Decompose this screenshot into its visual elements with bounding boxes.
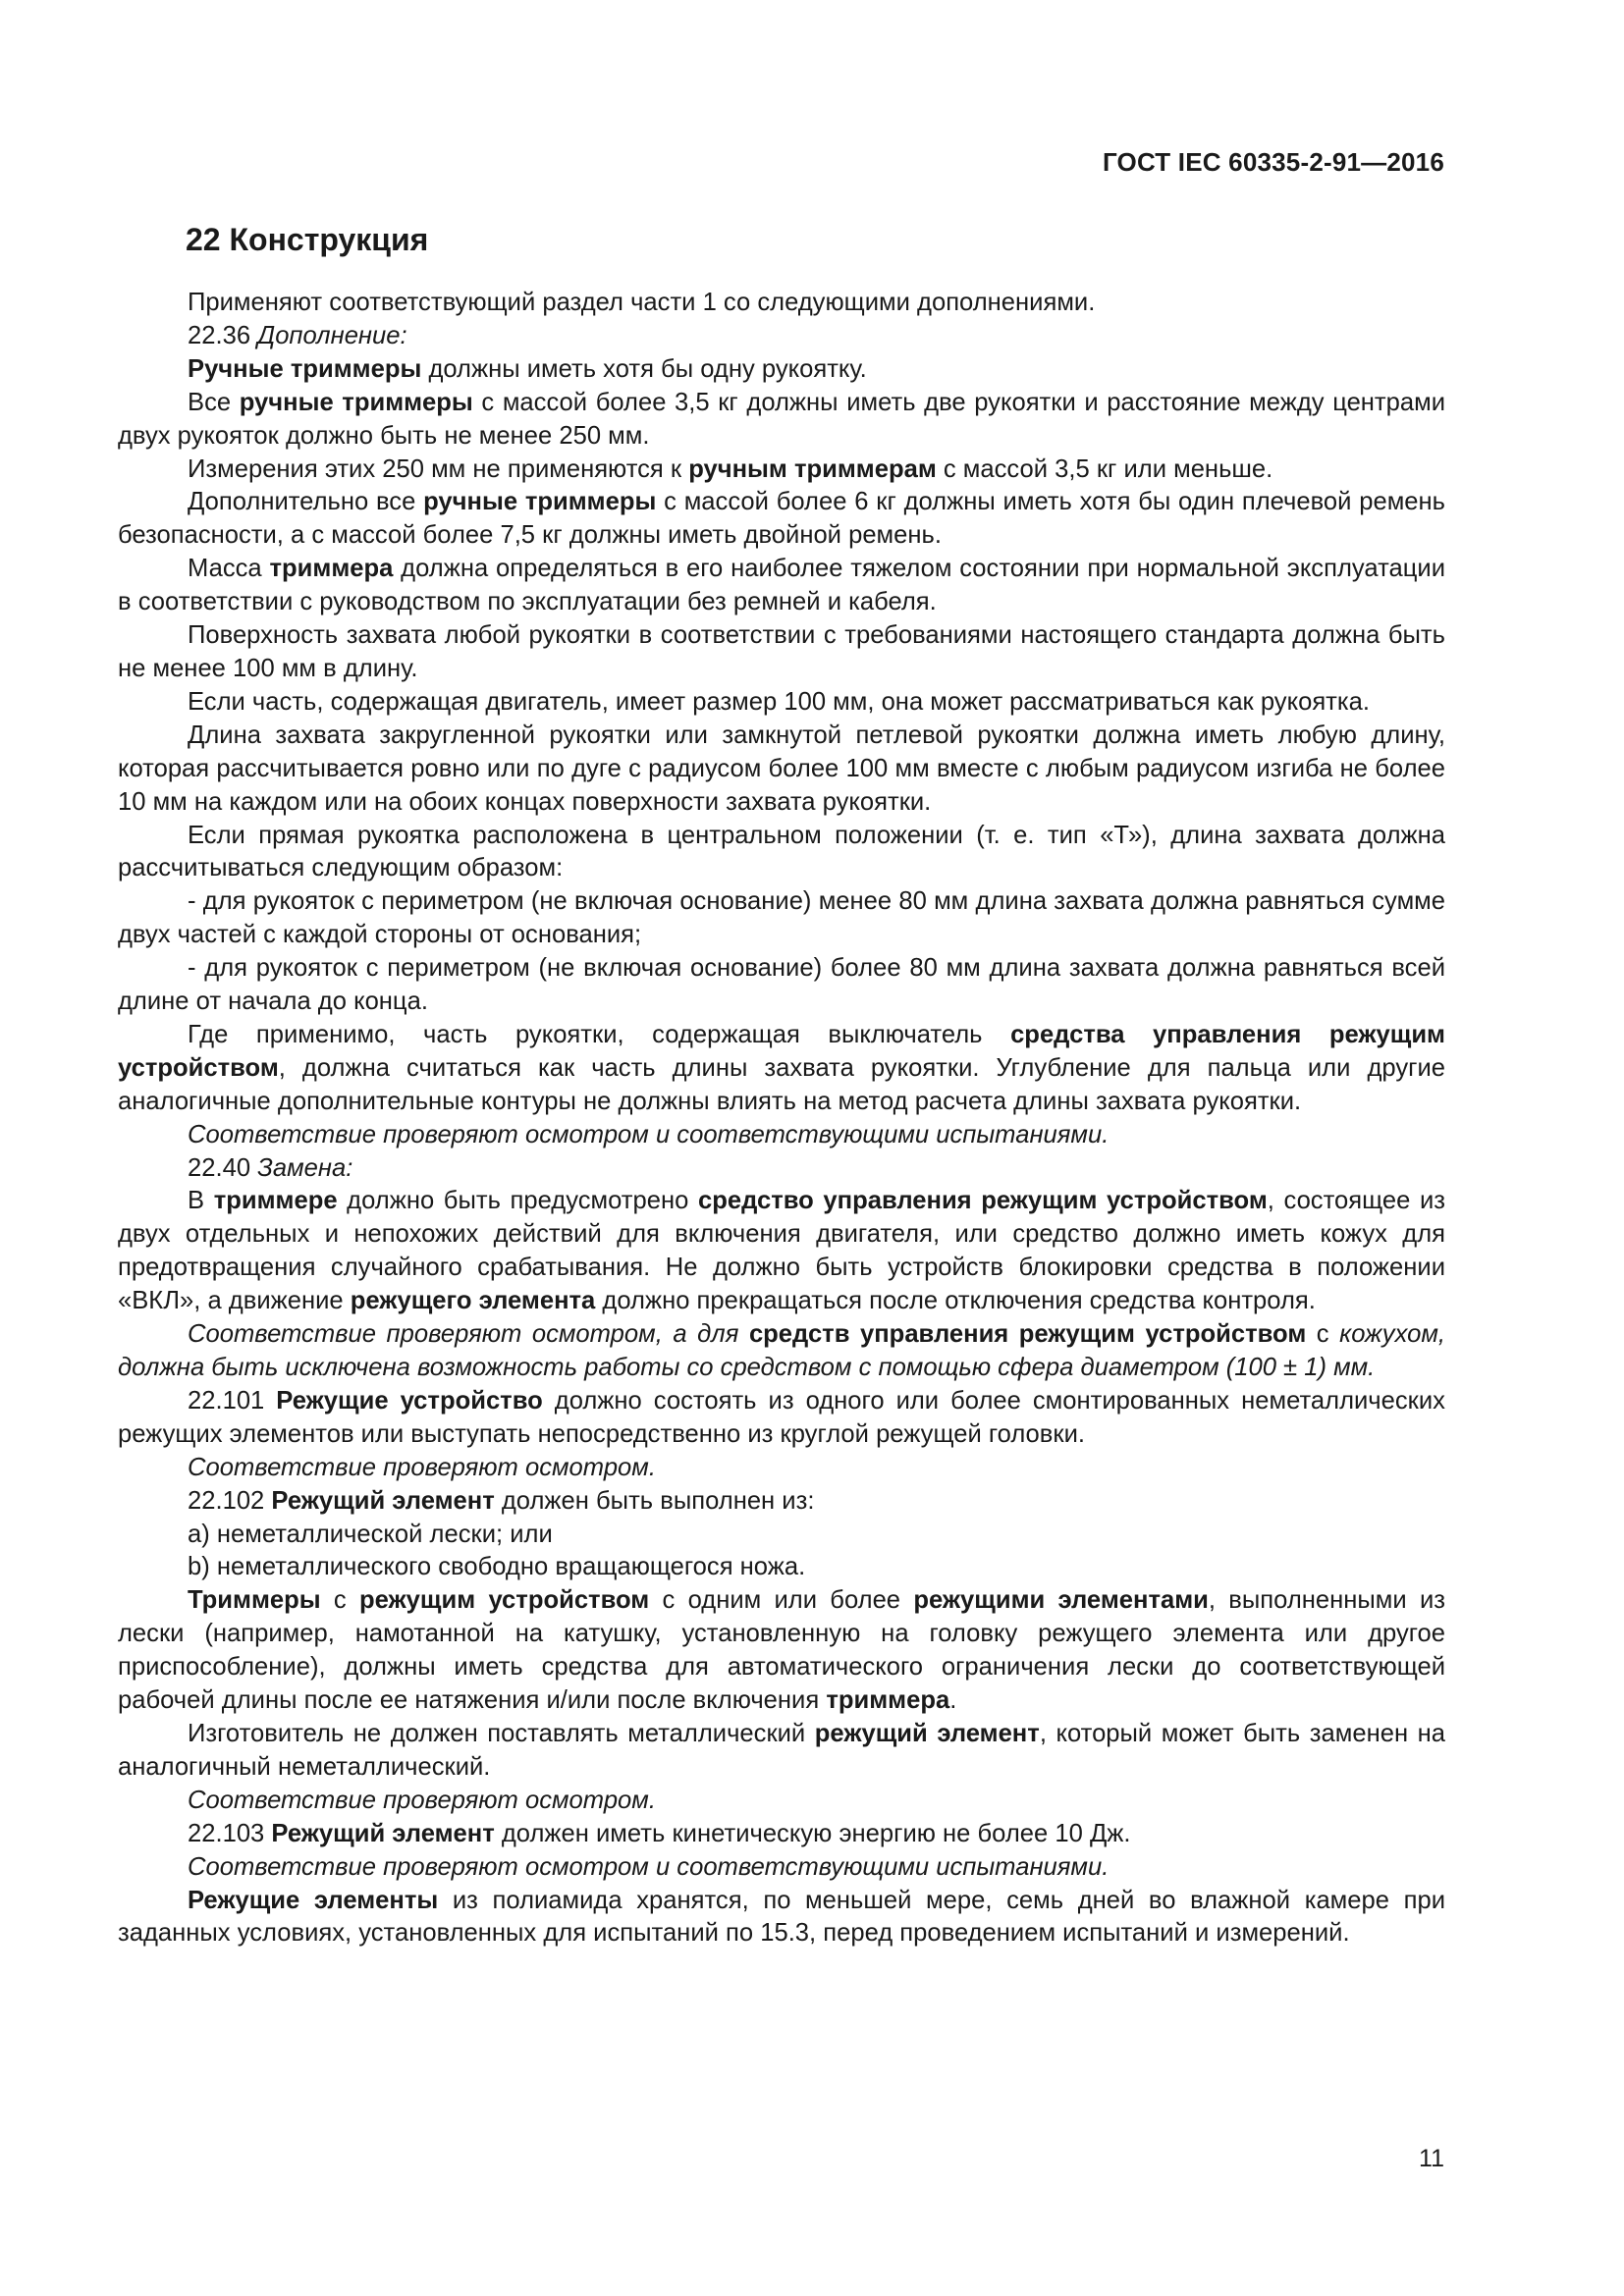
bold-term: ручные триммеры [423,488,657,516]
text-run: должен иметь кинетическую энергию не более 10 Дж. [494,1819,1131,1847]
paragraph [118,454,1445,487]
text-run: - для рукояток с периметром (не включая основание) более 80 мм длина захвата должна равняться всей длине от начала до конца. [118,954,1445,1016]
paragraph [118,1385,1445,1452]
text-run: должно состоять из одного или более смонтированных неметаллических режущих элементов или выступать непосредственно из круглой режущей головки. [118,1386,1445,1448]
text-run: с одним или более [649,1586,914,1615]
text-run: , должна считаться как часть длины захвата рукоятки. Углубление для пальца или другие аналогичные дополнительные контуры не должны влиять на метод расчета длины захвата рукоятки. [118,1053,1445,1115]
italic-text: Замена: [257,1153,353,1182]
text-run: Если часть, содержащая двигатель, имеет размер 100 мм, она может рассматриваться как рукоятка. [188,687,1371,716]
text-run: 22.101 [188,1386,277,1415]
text-run: , который может быть заменен на аналогичный неметаллический. [118,1719,1446,1781]
italic-text: Соответствие проверяют осмотром. [188,1786,656,1814]
italic-text: Соответствие проверяют осмотром. [188,1453,656,1481]
italic-text: Дополнение: [257,321,407,349]
paragraph [118,353,1445,387]
text-run: a) неметаллической лески; или [188,1520,553,1548]
paragraph [118,1551,1445,1584]
section-title: 22 Конструкция [186,222,429,257]
paragraph [118,1318,1445,1385]
paragraph [118,1851,1445,1885]
text-run: 22.36 [188,321,258,349]
text-run: Применяют соответствующий раздел части 1 со следующими дополнениями. [188,289,1096,316]
text-run: Длина захвата закругленной рукоятки или замкнутой петлевой рукоятки должна иметь любую длину, которая рассчитывается ровно или по дуге с радиусом более 100 мм вместе с любым радиусом изгиба не более 10 мм на каждом или на обоих концах поверхности захвата рукоятки. [118,721,1445,816]
text-run: Все [188,388,240,416]
bold-term: ручные триммеры [239,388,473,416]
text-run: должны иметь хотя бы одну рукоятку. [421,354,867,383]
paragraph [118,1718,1445,1785]
paragraph [118,553,1445,619]
bold-term: Триммеры [188,1586,321,1615]
paragraph [118,287,1445,320]
text-run: Поверхность захвата любой рукоятки в соответствии с требованиями настоящего стандарта должна быть не менее 100 мм в длину. [118,621,1445,682]
italic-text: Соответствие проверяют осмотром и соответствующими испытаниями. [188,1120,1110,1148]
paragraph [118,885,1445,952]
paragraph [118,952,1445,1019]
text-run: b) неметаллического свободно вращающегося ножа. [188,1553,806,1581]
paragraph [118,486,1445,553]
bold-term: триммера [269,555,394,583]
text-run: Где применимо, часть рукоятки, содержащая выключатель [188,1020,1011,1048]
paragraph [118,1119,1445,1152]
paragraph [118,720,1445,820]
paragraph [118,1485,1445,1519]
paragraph [118,686,1445,720]
text-run: с массой более 3,5 кг должны иметь две рукоятки и расстояние между центрами двух рукояток должно быть не менее 250 мм. [118,388,1446,450]
text-run: , выполненными из лески (например, намотанной на катушку, установленную на головку режущего элемента или другое приспособление), должны иметь средства для автоматического ограничения лески до соответствующей рабочей длины после ее натяжения и/или после включения [118,1586,1445,1715]
bold-term: триммере [213,1187,338,1215]
bold-term: режущего элемента [350,1287,596,1315]
text-run: Изготовитель не должен поставлять металлический [188,1719,815,1747]
text-run: . [949,1686,957,1715]
text-run: с [1306,1320,1340,1349]
text-run: Если прямая рукоятка расположена в центральном положении (т. е. тип «Т»), длина захвата должна рассчитываться следующим образом: [118,821,1445,882]
bold-term: триммера [826,1686,950,1715]
paragraph [118,820,1445,886]
bold-term: режущим устройством [359,1586,650,1615]
text-run: должно быть предусмотрено [337,1187,698,1215]
italic-text: Соответствие проверяют осмотром и соответствующими испытаниями. [188,1852,1110,1881]
text-run: 22.103 [188,1819,272,1847]
bold-term: Режущие элементы [188,1886,439,1914]
bold-term: Режущие устройство [276,1386,543,1415]
paragraph [118,1152,1445,1186]
text-run: Измерения этих 250 мм не применяются к [188,454,689,483]
bold-term: режущими элементами [913,1586,1209,1615]
text-run: , состоящее из двух отдельных и непохожих действий для включения двигателя, или средство должно иметь кожух для предотвращения случайного срабатывания. Не должно быть устройств блокировки средства в положении «ВКЛ», а движение [118,1187,1446,1315]
bold-term: Режущий элемент [271,1819,495,1847]
paragraph [118,387,1445,454]
paragraph [118,1185,1445,1318]
bold-term: средство управления режущим устройством [697,1187,1268,1215]
italic-text: Соответствие проверяют осмотром, а для [188,1320,749,1349]
text-run: 22.102 [188,1486,272,1515]
text-run: Дополнительно все [188,488,424,516]
bold-term: средств управления режущим устройством [748,1320,1307,1349]
paragraph [118,1019,1445,1119]
paragraph [118,1818,1445,1851]
paragraph [118,1584,1445,1718]
paragraph [118,619,1445,686]
text-run: 22.40 [188,1153,258,1182]
bold-term: Режущий элемент [271,1486,495,1515]
paragraph [118,1452,1445,1485]
text-run: с массой более 6 кг должны иметь хотя бы один плечевой ремень безопасности, а с массой более 7,5 кг должны иметь двойной ремень. [118,488,1445,550]
text-run: должно прекращаться после отключения средства контроля. [595,1287,1316,1315]
bold-term: режущий элемент [814,1719,1040,1747]
text-run: с [320,1586,359,1615]
bold-term: ручным триммерам [688,454,937,483]
standard-header: ГОСТ IEC 60335-2-91—2016 [1102,147,1444,177]
bold-term: Ручные триммеры [188,354,422,383]
italic-text: кожухом, должна быть исключена возможность работы со средством с помощью сфера диаметром (100 ± 1) мм. [118,1320,1445,1381]
text-run: должна определяться в его наиболее тяжелом состоянии при нормальной эксплуатации в соответствии с руководством по эксплуатации без ремней и кабеля. [118,555,1445,616]
text-run: должен быть выполнен из: [494,1486,815,1515]
text-run: - для рукояток с периметром (не включая основание) менее 80 мм длина захвата должна равняться сумме двух частей с каждой стороны от основания; [118,887,1445,949]
text-run: из полиамида хранятся, по меньшей мере, семь дней во влажной камере при заданных условиях, установленных для испытаний по 15.3, перед проведением испытаний и измерений. [118,1886,1446,1948]
text-run: с массой 3,5 кг или меньше. [936,454,1273,483]
text-run: Масса [188,555,270,583]
bold-term: средства управления режущим устройством [118,1020,1445,1082]
paragraph [118,1885,1445,1951]
paragraph [118,1785,1445,1818]
paragraph [118,1519,1445,1552]
text-run: В [188,1187,214,1215]
page-number: 11 [1419,2145,1444,2172]
paragraph [118,320,1445,353]
document-body [118,287,1445,1950]
